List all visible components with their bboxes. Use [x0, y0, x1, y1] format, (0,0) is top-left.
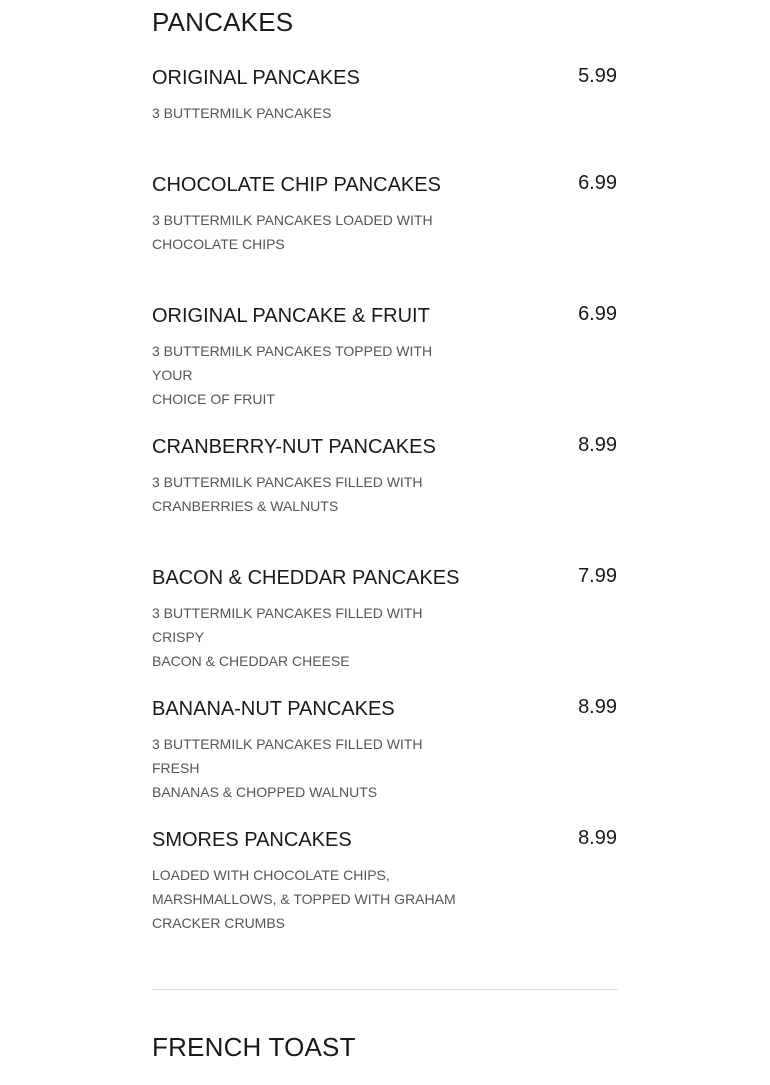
item-description: 3 BUTTERMILK PANCAKES LOADED WITH CHOCOLATE CHIPS: [152, 212, 433, 252]
item-price: 8.99: [578, 696, 617, 718]
item-name: ORIGINAL PANCAKES: [152, 67, 360, 89]
item-price: 7.99: [578, 565, 617, 587]
item-name: CRANBERRY-NUT PANCAKES: [152, 436, 436, 458]
item-price: 8.99: [578, 827, 617, 849]
item-description: 3 BUTTERMILK PANCAKES TOPPED WITH YOUR CHOICE OF FRUIT: [152, 343, 433, 407]
item-name: BACON & CHEDDAR PANCAKES: [152, 567, 460, 589]
item-description: 3 BUTTERMILK PANCAKES FILLED WITH CRISPY BACON & CHEDDAR CHEESE: [152, 605, 423, 669]
item-price: 6.99: [578, 172, 617, 194]
item-name: ORIGINAL PANCAKE & FRUIT: [152, 305, 430, 327]
item-name: SMORES PANCAKES: [152, 829, 352, 851]
item-description: 3 BUTTERMILK PANCAKES: [152, 105, 332, 121]
item-description: 3 BUTTERMILK PANCAKES FILLED WITH FRESH BANANAS & CHOPPED WALNUTS: [152, 736, 423, 800]
item-name: CHOCOLATE CHIP PANCAKES: [152, 174, 441, 196]
section-title-pancakes: PANCAKES: [152, 7, 294, 37]
section-divider: [152, 989, 618, 990]
item-price: 8.99: [578, 434, 617, 456]
item-name: BANANA-NUT PANCAKES: [152, 698, 395, 720]
item-price: 6.99: [578, 303, 617, 325]
item-description: 3 BUTTERMILK PANCAKES FILLED WITH CRANBERRIES & WALNUTS: [152, 474, 423, 514]
section-title-french-toast: FRENCH TOAST: [152, 1032, 356, 1062]
item-description: LOADED WITH CHOCOLATE CHIPS, MARSHMALLOWS, & TOPPED WITH GRAHAM CRACKER CRUMBS: [152, 867, 456, 931]
item-price: 5.99: [578, 65, 617, 87]
